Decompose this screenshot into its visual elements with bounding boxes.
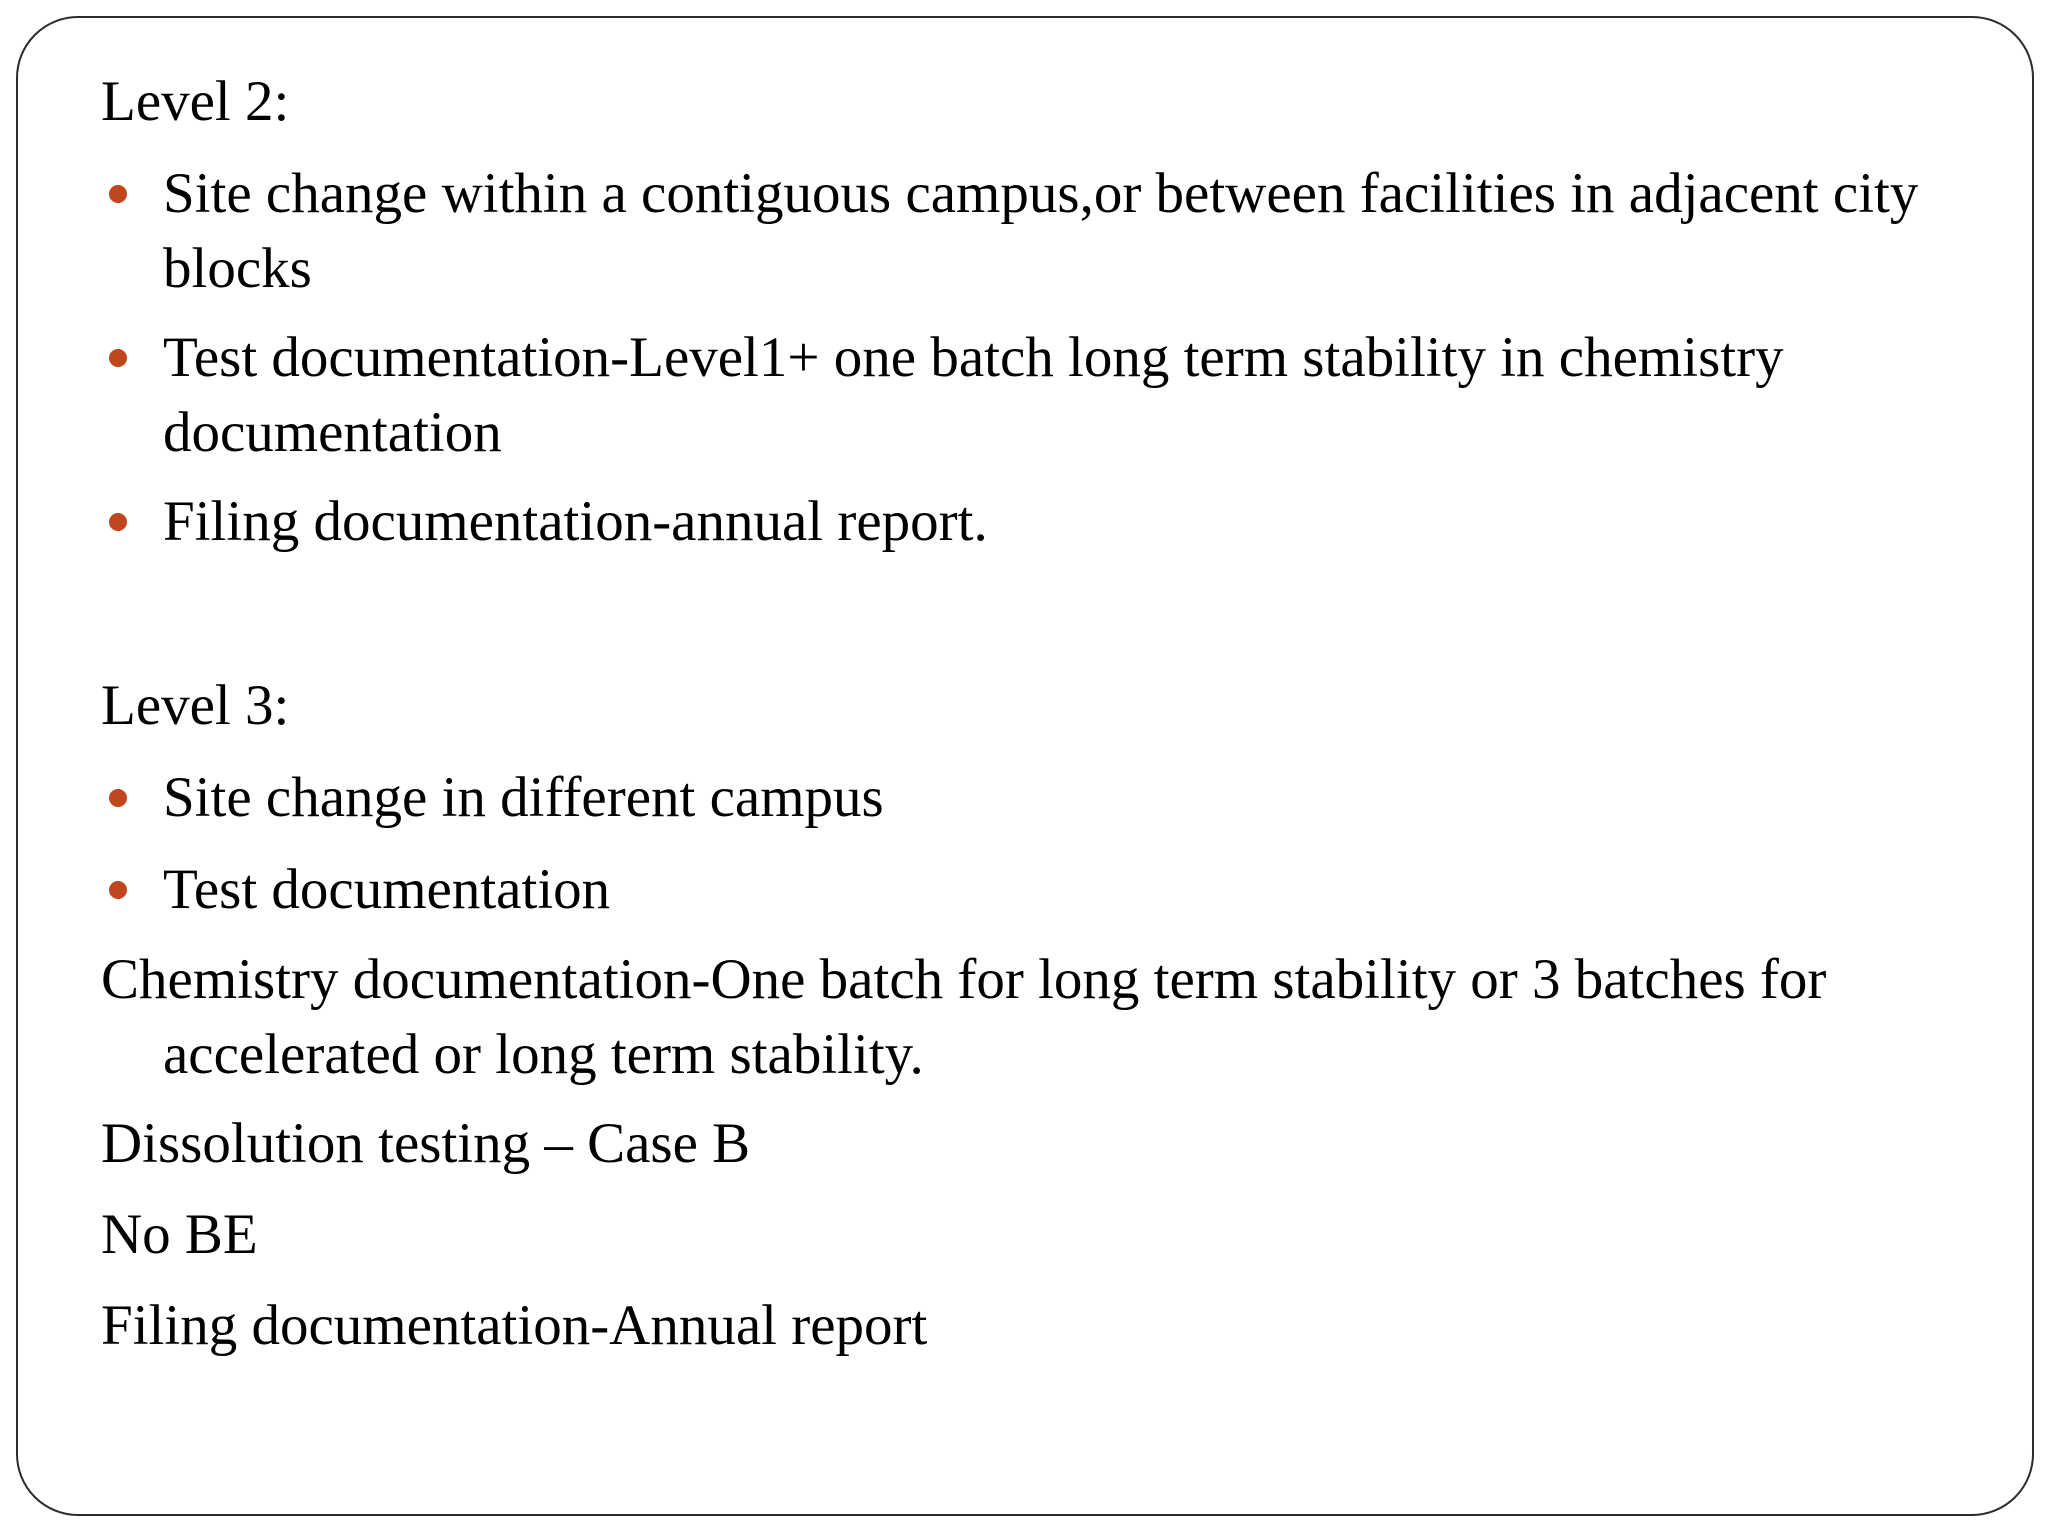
level3-bullet-text: Test documentation (163, 858, 611, 921)
level2-heading: Level 2: (101, 70, 290, 133)
level3-line: No BE (101, 1203, 258, 1266)
level2-bullet-item (101, 320, 1981, 470)
level3-heading: Level 3: (101, 674, 290, 737)
level3-bullet-item (101, 760, 1981, 835)
level2-bullet-text: Filing documentation-annual report. (163, 490, 988, 553)
bullet-dot-icon (109, 881, 127, 899)
level2-bullet-text: Test documentation-Level1+ one batch long term stability in chemistry documentation (163, 326, 1784, 464)
level3-line: Chemistry documentation-One batch for long term stability or 3 batches for accelerated or long term stability. (101, 948, 1827, 1086)
level3-bullet-text: Site change in different campus (163, 766, 884, 829)
bullet-dot-icon (109, 513, 127, 531)
level2-bullet-text: Site change within a contiguous campus,or between facilities in adjacent city blocks (163, 162, 1919, 300)
level3-line: Filing documentation-Annual report (101, 1294, 928, 1357)
level3-bullet-item (101, 852, 1981, 927)
level2-bullet-item (101, 156, 1981, 306)
bullet-dot-icon (109, 349, 127, 367)
bullet-dot-icon (109, 789, 127, 807)
level2-bullet-item (101, 484, 1981, 559)
level3-line: Dissolution testing – Case B (101, 1112, 751, 1175)
bullet-dot-icon (109, 185, 127, 203)
